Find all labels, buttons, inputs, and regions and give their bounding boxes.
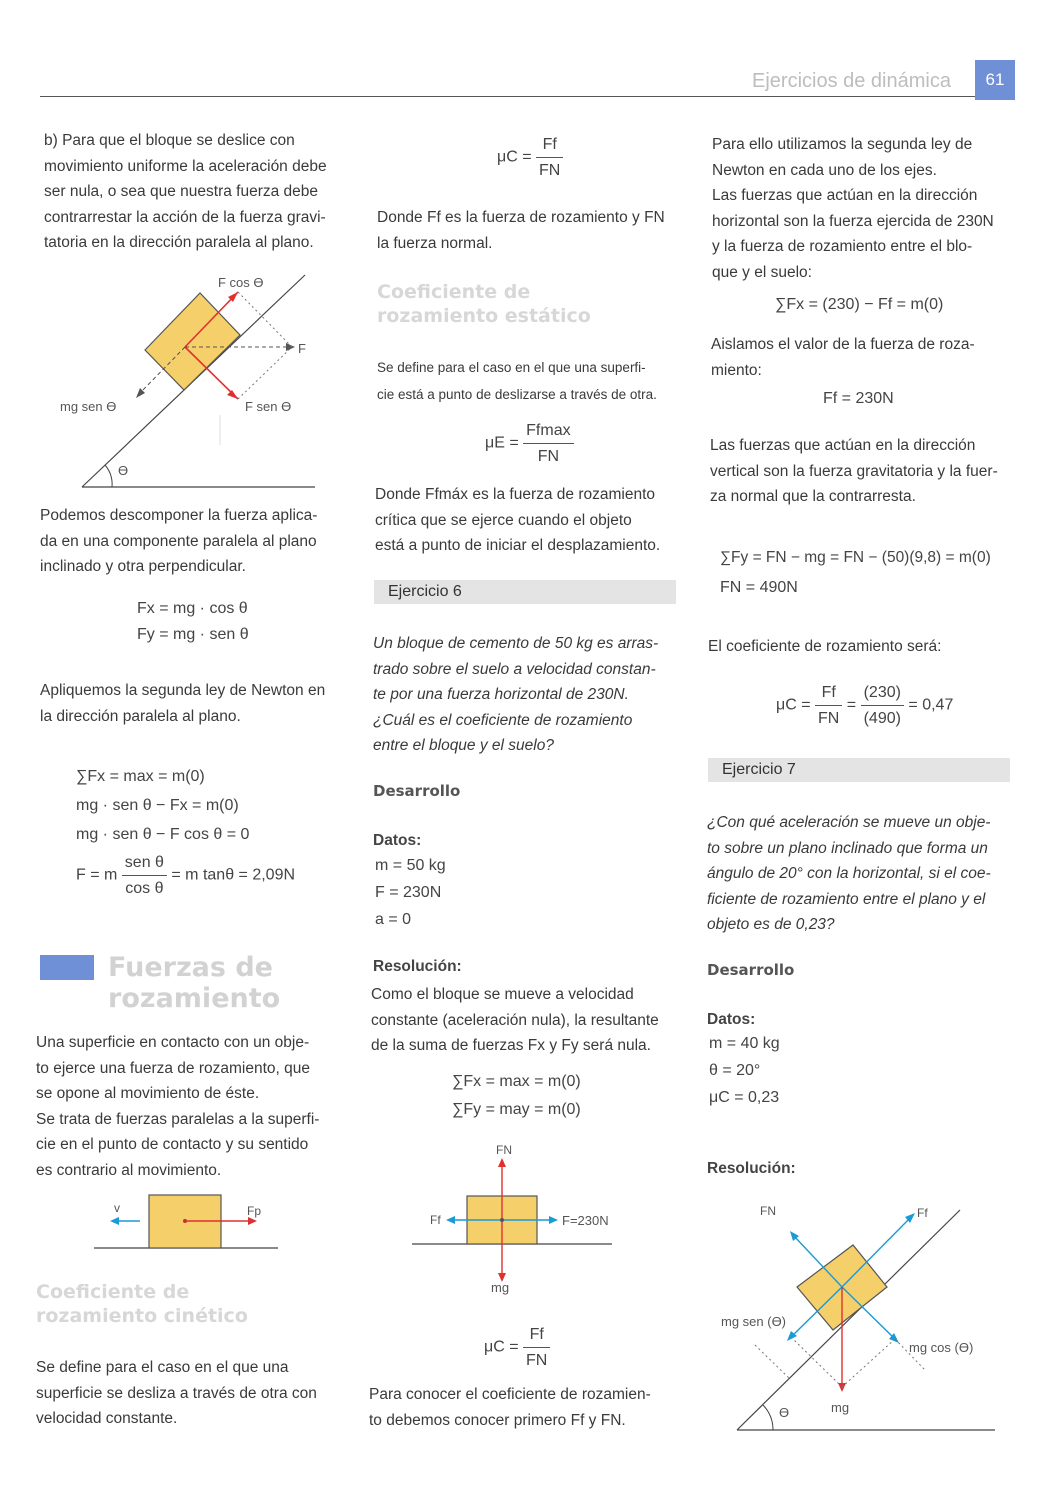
header-rule	[40, 96, 975, 97]
mu-c-fraction	[536, 132, 563, 183]
eq-final-num: sen θ	[122, 850, 167, 876]
mu-frac-2	[861, 680, 904, 731]
text-line: movimiento uniforme la aceleración debe	[44, 157, 327, 175]
exercise-7-text	[707, 810, 1017, 938]
col2-para-conocer	[369, 1382, 679, 1433]
text-line: Se define para el caso en el que una	[36, 1359, 289, 1376]
text-line: está a punto de iniciar el desplazamiento.	[375, 537, 661, 554]
eq-sum-block	[452, 1068, 581, 1124]
eq-fx: Fx = mg · cos θ	[137, 600, 248, 617]
label-ff: Ff	[917, 1206, 928, 1220]
text-line: ¿Cuál es el coeficiente de rozamiento	[373, 711, 633, 729]
col2-para-est	[377, 354, 677, 408]
col1-para-fr	[36, 1030, 346, 1183]
subhead-estatico	[377, 280, 591, 328]
text-line: Newton en cada uno de los ejes.	[712, 161, 937, 179]
text-line: es contrario al movimiento.	[36, 1161, 222, 1179]
frac-den: (490)	[863, 710, 901, 727]
frac-num: Ffmax	[523, 418, 573, 444]
datos-heading-7: Datos:	[707, 1011, 756, 1028]
desarrollo-heading-7: Desarrollo	[707, 961, 795, 979]
figure-inclined-plane-ex7	[715, 1195, 1005, 1440]
col1-para-cin	[36, 1355, 346, 1432]
label-f: F=230N	[562, 1213, 609, 1228]
label-ff: Ff	[430, 1213, 441, 1227]
mu-e-fraction	[523, 418, 573, 469]
angle-arc	[763, 1405, 773, 1430]
subhead-line: rozamiento cinético	[36, 1305, 248, 1327]
figure-block-horizontal-forces	[412, 1140, 632, 1300]
eq-block-newton	[76, 762, 249, 849]
section-title-line: rozamiento	[108, 983, 281, 1014]
eq-final-den: cos θ	[125, 880, 164, 897]
mu-frac-1	[815, 680, 842, 731]
resolucion-heading-7: Resolución:	[707, 1160, 796, 1177]
text-line: crítica que se ejerce cuando el objeto	[375, 511, 632, 529]
exercise-6-title: Ejercicio 6	[388, 583, 462, 600]
col3-para-ello	[712, 132, 1022, 285]
text-line: Para conocer el coeficiente de rozamien-	[369, 1386, 651, 1403]
section-marker	[40, 955, 94, 980]
text-line: contrarrestar la acción de la fuerza gravi-	[44, 208, 326, 226]
frac-den: FN	[526, 1352, 548, 1369]
block	[145, 293, 240, 390]
text-line: za normal que la contrarresta.	[710, 488, 916, 505]
frac-num: Ff	[536, 132, 563, 158]
datos-list-7	[709, 1030, 780, 1111]
text-line: to debemos conocer primero Ff y FN.	[369, 1411, 626, 1429]
mu-label: μC =	[776, 696, 811, 714]
eq-ff: Ff = 230N	[823, 390, 894, 407]
page-number-box	[975, 60, 1015, 100]
mu-e-label: μE =	[485, 434, 519, 452]
mu-result: = 0,47	[908, 696, 954, 714]
label-mg: mg	[831, 1400, 850, 1415]
text-line: ¿Con qué aceleración se mueve un obje-	[707, 814, 991, 831]
section-title	[108, 952, 280, 1014]
text-line: trado sobre el suelo a velocidad constan-	[373, 660, 656, 678]
text-line: Las fuerzas que actúan en la dirección	[710, 437, 976, 454]
label-mgcos: mg cos (ϴ)	[909, 1340, 974, 1355]
equation-line: ∑Fy = may = m(0)	[452, 1101, 581, 1118]
equation-line: ∑Fx = max = m(0)	[76, 768, 205, 785]
text-line: te por una fuerza horizontal de 230N.	[373, 686, 629, 703]
label-fp: Fp	[247, 1204, 262, 1218]
label-f: F	[298, 341, 306, 356]
subhead-line: Coeficiente de	[36, 1281, 190, 1303]
eq-final	[76, 850, 295, 901]
angle-arc	[105, 465, 112, 487]
text-line: Podemos descomponer la fuerza aplica-	[40, 507, 318, 524]
text-line: se opone al movimiento de éste.	[36, 1085, 260, 1102]
subhead-line: Coeficiente de	[377, 281, 531, 303]
col3-para-aislamos	[711, 332, 1021, 383]
text-line: y la fuerza de rozamiento entre el blo-	[712, 238, 973, 255]
mu-c-label: μC =	[484, 1338, 519, 1356]
col3-para-coef: El coeficiente de rozamiento será:	[708, 638, 942, 655]
text-line: ángulo de 20° con la horizontal, si el coe-	[707, 865, 991, 882]
mu-c-fraction	[523, 1322, 550, 1373]
frac-num: (230)	[861, 680, 904, 706]
frac-num: Ff	[815, 680, 842, 706]
text-line: vertical son la fuerza gravitatoria y la fuer-	[710, 462, 998, 480]
text-line: de la suma de fuerzas Fx y Fy será nula.	[371, 1037, 651, 1054]
text-line: inclinado y otra perpendicular.	[40, 558, 246, 575]
eq-mu-c	[497, 132, 563, 183]
text-line: cie en el punto de contacto y su sentido	[36, 1136, 309, 1153]
eq-final-right: = m tanθ = 2,09N	[171, 866, 296, 884]
text-line: b) Para que el bloque se deslice con	[44, 132, 295, 149]
text-line: Para ello utilizamos la segunda ley de	[712, 136, 973, 153]
eq-mu-c-2	[484, 1322, 550, 1373]
label-fn: FN	[496, 1143, 512, 1157]
text-line: to sobre un plano inclinado que forma un	[707, 839, 988, 857]
text-line: objeto es de 0,23?	[707, 916, 835, 933]
eq-mu-e	[485, 418, 574, 469]
text-line: la fuerza normal.	[377, 234, 493, 252]
text-line: entre el bloque y el suelo?	[373, 737, 554, 754]
col2-para-donde	[377, 205, 677, 256]
text-line: superficie se desliza a través de otra con	[36, 1384, 317, 1402]
equation-line: mg · sen θ − F cos θ = 0	[76, 826, 250, 843]
datos-item: m = 50 kg	[375, 857, 446, 874]
eq-final-fraction	[122, 850, 167, 901]
page-number: 61	[985, 70, 1005, 89]
col1-para-b	[44, 128, 354, 256]
exercise-6-text	[373, 631, 678, 759]
text-line: que y el suelo:	[712, 263, 812, 281]
text-line: Un bloque de cemento de 50 kg es arras-	[373, 635, 659, 652]
text-line: ficiente de rozamiento entre el plano y el	[707, 890, 986, 908]
label-mg: mg	[491, 1280, 510, 1295]
datos-item: θ = 20°	[709, 1062, 761, 1079]
datos-item: m = 40 kg	[709, 1035, 780, 1052]
col2-para-res	[371, 982, 681, 1059]
section-header-title: Ejercicios de dinámica	[752, 70, 951, 92]
eq-sumfx: ∑Fx = (230) − Ff = m(0)	[775, 296, 944, 313]
eq-fn: FN = 490N	[720, 579, 798, 596]
col2-para-donde2	[375, 482, 680, 559]
eq-mu-result	[776, 680, 953, 731]
subhead-line: rozamiento estático	[377, 305, 591, 327]
frac-den: FN	[539, 162, 561, 179]
exercise-6-bar	[374, 580, 676, 604]
exercise-7-title: Ejercicio 7	[722, 761, 796, 778]
eq-sumfy: ∑Fy = FN − mg = FN − (50)(9,8) = m(0)	[720, 549, 991, 566]
datos-item: a = 0	[375, 911, 412, 928]
text-line: Apliquemos la segunda ley de Newton en	[40, 682, 326, 699]
text-line: Donde Ffmáx es la fuerza de rozamiento	[375, 486, 655, 503]
col1-para-newton	[40, 678, 350, 729]
equation-line: mg · sen θ − Fx = m(0)	[76, 797, 239, 814]
frac-num: Ff	[523, 1322, 550, 1348]
desarrollo-heading: Desarrollo	[373, 782, 461, 800]
label-fsen: F sen ϴ	[245, 399, 292, 414]
label-mgsen: mg sen ϴ	[60, 399, 117, 414]
text-line: velocidad constante.	[36, 1410, 178, 1427]
frac-den: FN	[537, 448, 560, 465]
text-line: cie está a punto de deslizarse a través de otra.	[377, 387, 657, 402]
equation-line: ∑Fx = max = m(0)	[452, 1073, 581, 1090]
text-line: miento:	[711, 361, 762, 379]
label-theta: ϴ	[118, 463, 129, 478]
section-title-line: Fuerzas de	[108, 952, 273, 983]
text-line: to ejerce una fuerza de rozamiento, que	[36, 1059, 311, 1077]
label-fn: FN	[760, 1204, 776, 1218]
text-line: Se define para el caso en el que una superfi-	[377, 360, 646, 375]
mu-c-label: μC =	[497, 148, 532, 166]
text-line: Donde Ff es la fuerza de rozamiento y FN	[377, 209, 665, 226]
text-line: Como el bloque se mueve a velocidad	[371, 986, 634, 1003]
label-mgsen: mg sen (ϴ)	[721, 1314, 787, 1329]
datos-heading: Datos:	[373, 832, 422, 849]
eq-final-left: F = m	[76, 866, 118, 884]
text-line: constante (aceleración nula), la resultante	[371, 1011, 659, 1029]
text-line: Las fuerzas que actúan en la dirección	[712, 187, 978, 204]
text-line: tatoria en la dirección paralela al plano.	[44, 234, 314, 251]
text-line: Se trata de fuerzas paralelas a la superfi-	[36, 1110, 320, 1128]
frac-den: FN	[818, 710, 840, 727]
col1-para-decomp	[40, 503, 350, 580]
col3-para-vertical	[710, 433, 1020, 510]
label-v: v	[114, 1201, 120, 1215]
datos-list	[375, 852, 446, 933]
figure-inclined-plane-forces	[60, 265, 330, 495]
resolucion-heading: Resolución:	[373, 958, 462, 975]
subhead-cinetico	[36, 1280, 248, 1328]
datos-item: μC = 0,23	[709, 1089, 780, 1106]
label-fcos: F cos ϴ	[218, 275, 264, 290]
figure-friction-block	[92, 1192, 282, 1252]
text-line: Una superficie en contacto con un obje-	[36, 1034, 310, 1051]
text-line: Aislamos el valor de la fuerza de roza-	[711, 336, 975, 353]
text-line: horizontal son la fuerza ejercida de 230N	[712, 212, 994, 230]
text-line: la dirección paralela al plano.	[40, 707, 241, 725]
text-line: ser nula, o sea que nuestra fuerza debe	[44, 183, 319, 200]
text-line: da en una componente paralela al plano	[40, 532, 317, 550]
eq-fy: Fy = mg · sen θ	[137, 626, 249, 643]
label-theta: ϴ	[779, 1405, 790, 1420]
exercise-7-bar	[708, 758, 1010, 782]
datos-item: F = 230N	[375, 884, 442, 901]
equals-sign: =	[846, 696, 857, 714]
